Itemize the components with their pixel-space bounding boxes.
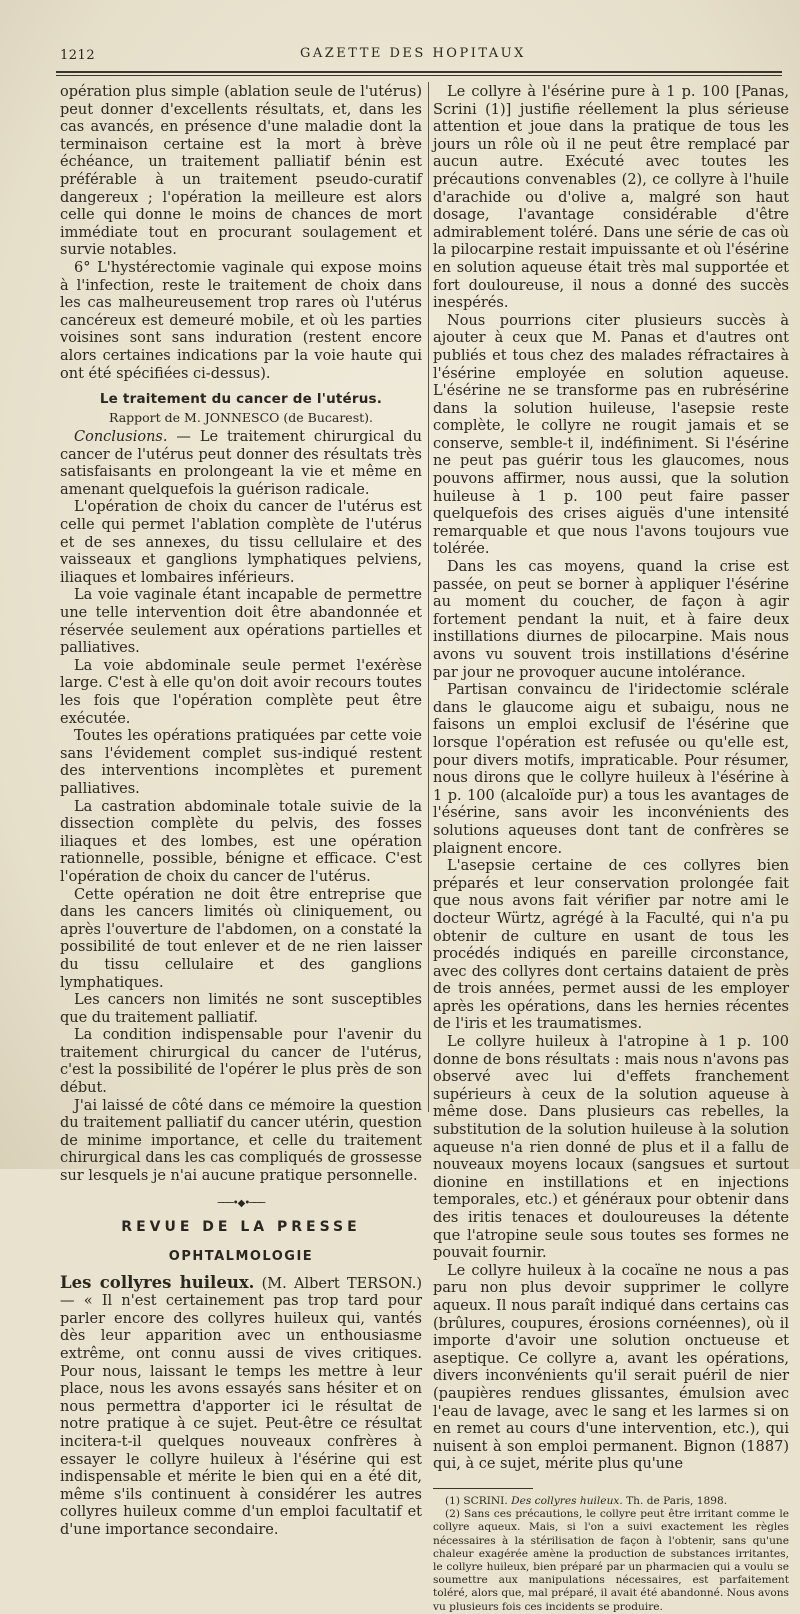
conclusions-label: Conclusions.	[74, 429, 168, 446]
paragraph	[60, 429, 422, 499]
paragraph	[60, 1274, 422, 1540]
paragraph: 6° L'hystérectomie vaginale qui expose moins à l'infection, reste le traitement de choix dans les cas malheureusement trop rares où l'utérus cancéreux est demeuré mobile, et où les parties voisines sont sans induration (restent encore alors certaines indications par la voie haute qui ont été spécifiées ci-dessus).	[60, 259, 422, 382]
footnote-author: (1) SCRINI.	[445, 1494, 508, 1507]
footnote-2: (2) Sans ces précautions, le collyre peut être irritant comme le collyre aqueux. Mais, si l'on a suivi exactement les règles nécessaires à la stérilisation de façon à l'obtenir, sans qu'une chaleur exagérée amène la production de substances irritantes, le collyre huileux, bien préparé par un pharmacien qui a voulu se soumettre aux manipulations nécessaires, est parfaitement toléré, alors que, mal préparé, il avait été abandonné. Nous avons vu plusieurs fois ces incidents se produire.	[433, 1508, 789, 1613]
footnote-1	[433, 1495, 789, 1508]
paragraph: La castration abdominale totale suivie de la dissection complète du pelvis, des fosses iliaques et des lombes, est une opération rationnelle, possible, bénigne et efficace. C'est l'opération de choix du cancer de l'utérus.	[60, 798, 422, 885]
paragraph-text: — Le traitement chirurgical du cancer de l'utérus peut donner des résultats très satisfaisants en prolongeant la vie et même en amenant quelquefois la guérison radicale.	[60, 429, 422, 498]
paragraph: Toutes les opérations pratiquées par cette voie sans l'évidement complet sus-indiqué restent des interventions incomplètes et purement palliatives.	[60, 728, 422, 797]
paragraph: J'ai laissé de côté dans ce mémoire la question du traitement palliatif du cancer utérin, question de minime importance, et celle du traitement chirurgical dans les cas compliqués de grossesse sur lesquels je n'ai aucune pratique personnelle.	[60, 1097, 422, 1185]
paragraph: La voie abdominale seule permet l'exérèse large. C'est à elle qu'on doit avoir recours toutes les fois que l'opération complète peut être exécutée.	[60, 657, 422, 727]
paragraph: La voie vaginale étant incapable de permettre une telle intervention doit être abandonnée et réservée seulement aux opérations partielles et palliatives.	[60, 587, 422, 657]
left-column	[60, 84, 422, 1540]
paragraph: Cette opération ne doit être entreprise que dans les cancers limités où cliniquement, ou après l'ouverture de l'abdomen, on a constaté la possibilité de tout enlever et de ne rien laisser du tissu cellulaire et des ganglions lymphatiques.	[60, 886, 422, 991]
paragraph: Nous pourrions citer plusieurs succès à ajouter à ceux que M. Panas et d'autres ont publiés et tous chez des malades réfractaires à l'ésérine employée en solution aqueuse. L'ésérine ne se transforme pas en rubrésérine dans la solution huileuse, l'asepsie reste complète, le collyre ne rougit jamais et se conserve, semble-t il, indéfiniment. Si l'ésérine ne peut pas guérir tous les glaucomes, nous pouvons affirmer, nous aussi, que la solution huileuse à 1 p. 100 peut faire passer quelquefois des crises aiguës d'une intensité remarquable et que nous l'avons toujours vue tolérée.	[433, 312, 789, 558]
paragraph: Les cancers non limités ne sont susceptibles que du traitement palliatif.	[60, 992, 422, 1026]
footnote-title: Des collyres huileux.	[511, 1494, 623, 1507]
paragraph: L'opération de choix du cancer de l'utérus est celle qui permet l'ablation complète de l'utérus et de ses annexes, du tissu cellulaire et des vaisseaux et ganglions lymphatiques pelviens, iliaques et lombaires inférieurs.	[60, 499, 422, 586]
page-header	[60, 44, 782, 66]
header-rule-thin	[56, 75, 782, 76]
footnote-text: Th. de Paris, 1898.	[622, 1494, 728, 1507]
paragraph: L'asepsie certaine de ces collyres bien préparés et leur conservation prolongée fait que nous avons fait vérifier par notre ami le docteur Würtz, agrégé à la Faculté, qui n'a pu obtenir de culture en usant de tous les procédés indiqués en pareille circonstance, avec des collyres dont certains dataient de près de trois années, permet aussi de les employer après les opérations, dans les hernies récentes de l'iris et les traumatismes.	[433, 858, 789, 1033]
section-title: Le traitement du cancer de l'utérus.	[99, 391, 383, 408]
paragraph-text: (M. Albert TERSON.) — « Il n'est certainement pas trop tard pour parler encore des collyres huileux qui, vantés dès leur apparition avec un enthousiasme extrême, ont connu aussi de vives critiques. Pour nous, laissant le temps les mettre à leur place, nous les avons essayés sans hésiter et on nous permettra d'apporter ici le résultat de notre pratique à ce sujet. Peut-être ce résultat incitera-t-il quelques nouveaux confrères à essayer le collyre huileux à l'ésérine qui est indispensable et mérite le bien qui en a été dit, même s'ils continuent à considérer les autres collyres huileux comme d'un emploi facultatif et d'une importance secondaire.	[60, 1275, 422, 1538]
column-divider	[428, 82, 429, 1112]
article-lead: Les collyres huileux.	[60, 1272, 255, 1292]
header-rule-thick	[56, 71, 782, 73]
paragraph: Le collyre huileux à la cocaïne ne nous a pas paru non plus devoir supprimer le collyre aqueux. Il nous paraît indiqué dans certains cas (brûlures, coupures, érosions cornéennes), où il importe d'avoir une solution onctueuse et aseptique. Ce collyre a, avant les opérations, divers inconvénients qu'il serait puéril de nier (paupières rendues glissantes, émulsion avec l'eau de lavage, avec le sang et les larmes si on en remet au cours d'une intervention, etc.), qui nuisent à son emploi permanent. Bignon (1887) qui, à ce sujet, mérite plus qu'une	[433, 1262, 789, 1473]
paragraph: Le collyre à l'ésérine pure à 1 p. 100 [Panas, Scrini (1)] justifie réellement la plus sérieuse attention et joue dans la pratique de tous les jours un rôle où il ne peut être remplacé par aucun autre. Exécuté avec toutes les précautions convenables (2), ce collyre à l'huile d'arachide ou d'olive a, malgré son haut dosage, l'avantage considérable d'être admirablement toléré. Dans une série de cas où la pilocarpine restait impuissante et où l'ésérine en solution aqueuse était très mal supportée et fort douloureuse, il nous a donné des succès inespérés.	[433, 84, 789, 312]
section-separator: ───•◆•───	[217, 1197, 265, 1209]
paragraph: Dans les cas moyens, quand la crise est passée, on peut se borner à appliquer l'ésérine au moment du coucher, de façon à agir fortement pendant la nuit, et à faire deux instillations diurnes de pilocarpine. Mais nous avons vu souvent trois instillations d'ésérine par jour ne provoquer aucune intolérance.	[433, 559, 789, 681]
paragraph: La condition indispensable pour l'avenir du traitement chirurgical du cancer de l'utérus, c'est la possibilité de l'opérer le plus près de son début.	[60, 1027, 422, 1097]
revue-title: REVUE DE LA PRESSE	[121, 1218, 361, 1235]
right-column	[433, 84, 789, 1614]
revue-subtitle: OPHTALMOLOGIE	[168, 1248, 314, 1264]
section-byline: Rapport de M. JONNESCO (de Bucarest).	[109, 410, 373, 426]
paragraph: Le collyre huileux à l'atropine à 1 p. 100 donne de bons résultats : mais nous n'avons pas observé avec lui d'effets franchement supérieurs à ceux de la solution aqueuse à même dose. Dans plusieurs cas rebelles, la substitution de la solution huileuse à la solution aqueuse n'a rien donné de plus et il a fallu de nouveaux moyens locaux (sangsues et surtout dionine en instillations et en injections temporales, etc.) et généraux pour obtenir dans des iritis tenaces et douloureuses la détente que l'atropine seule sous toutes ses formes ne pouvait fournir.	[433, 1034, 789, 1262]
footnote-rule	[433, 1488, 533, 1489]
page-number: 1212	[60, 48, 96, 63]
paragraph: opération plus simple (ablation seule de l'utérus) peut donner d'excellents résultats, et, dans les cas avancés, en présence d'une maladie dont la terminaison certaine est la mort à brève échéance, un traitement palliatif bénin est préférable à un traitement pseudo-curatif dangereux ; l'opération la meilleure est alors celle qui donne le moins de chances de mort immédiate tout en procurant soulagement et survie notables.	[60, 84, 422, 259]
paragraph: Partisan convaincu de l'iridectomie sclérale dans le glaucome aigu et subaigu, nous ne faisons un emploi exclusif de l'ésérine que lorsque l'opération est refusée ou qu'elle est, pour divers motifs, impraticable. Pour résumer, nous dirons que le collyre huileux à l'ésérine à 1 p. 100 (alcaloïde pur) a tous les avantages de l'ésérine, sans avoir les inconvénients des solutions aqueuses dont tant de confrères se plaignent encore.	[433, 682, 789, 857]
journal-title: GAZETTE DES HOPITAUX	[300, 46, 526, 61]
